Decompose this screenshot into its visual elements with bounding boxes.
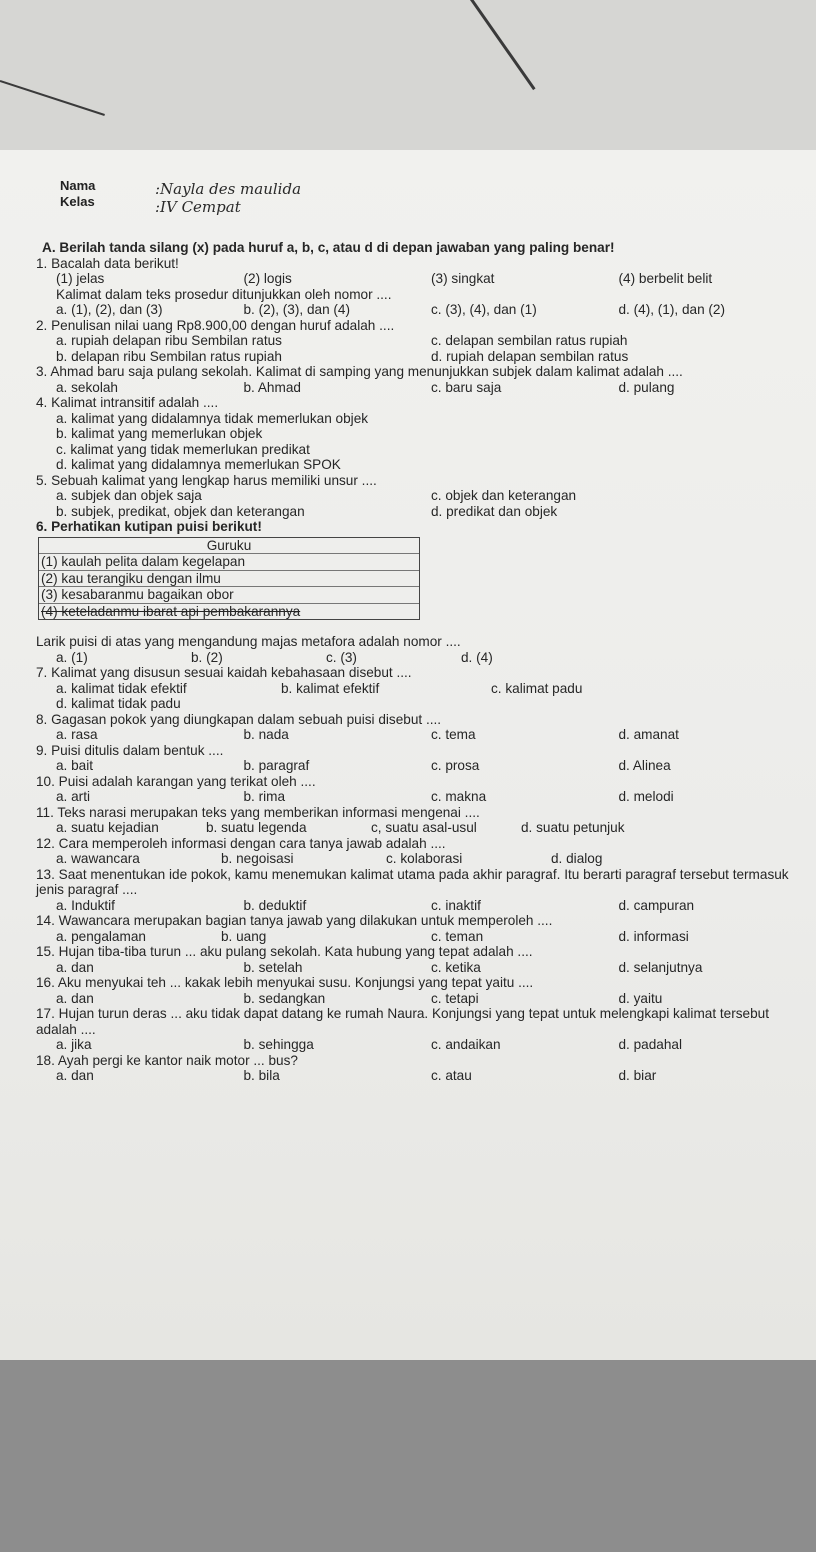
question-16 — [36, 975, 806, 1006]
question-text: 3. Ahmad baru saja pulang sekolah. Kalimat di samping yang menunjukkan subjek dalam kalimat adalah .... — [36, 364, 683, 379]
question-text: 13. Saat menentukan ide pokok, kamu menemukan kalimat utama pada akhir paragraf. Itu berarti paragraf tersebut termasuk jenis paragraf .... — [36, 866, 789, 897]
option-b[interactable]: b. uang — [221, 928, 267, 944]
question-2 — [36, 318, 806, 365]
question-17 — [36, 1006, 806, 1053]
option-d[interactable]: d. kalimat tidak padu — [56, 696, 181, 711]
option-c[interactable]: c. baru saja — [431, 379, 502, 395]
option-d[interactable]: d. Alinea — [618, 758, 671, 773]
question-text: 11. Teks narasi merupakan teks yang memberikan informasi mengenai .... — [36, 804, 480, 820]
question-text: 15. Hujan tiba-tiba turun ... aku pulang sekolah. Kata hubung yang tepat adalah .... — [36, 944, 533, 959]
question-text: 9. Puisi ditulis dalam bentuk .... — [36, 742, 224, 758]
kelas-label: Kelas — [60, 194, 95, 209]
option-a[interactable]: a. wawancara — [56, 851, 140, 866]
poem-box — [38, 537, 420, 621]
option-d[interactable]: d. (4), (1), dan (2) — [618, 302, 726, 317]
nama-value: :Nayla des maulida — [155, 180, 302, 198]
floor-below-paper — [0, 1360, 816, 1552]
question-15 — [36, 944, 806, 975]
option-a[interactable]: a. dan — [56, 990, 94, 1006]
question-5 — [36, 473, 806, 520]
option-d[interactable]: d. pulang — [618, 379, 675, 395]
question-text: 2. Penulisan nilai uang Rp8.900,00 dengan huruf adalah .... — [36, 317, 395, 333]
option-d[interactable]: d. melodi — [618, 789, 674, 804]
option-a[interactable]: a. sekolah — [56, 379, 118, 395]
option-c[interactable]: c. inaktif — [431, 897, 481, 913]
option-a[interactable]: a. arti — [56, 789, 90, 804]
option-c[interactable]: c. teman — [431, 928, 484, 944]
option-c[interactable]: c. ketika — [431, 959, 481, 975]
option-d[interactable]: d. padahal — [618, 1037, 682, 1052]
question-4 — [36, 395, 806, 473]
option-a[interactable]: a. pengalaman — [56, 928, 146, 944]
option-c[interactable]: c. tema — [431, 727, 476, 742]
option-b[interactable]: b. bila — [243, 1068, 280, 1083]
kelas-value: :IV Cempat — [155, 198, 241, 216]
question-11 — [36, 805, 806, 836]
option-b[interactable]: b. kalimat efektif — [281, 680, 380, 696]
option-a[interactable]: a. kalimat tidak efektif — [56, 680, 187, 696]
option-d[interactable]: d. suatu petunjuk — [521, 820, 625, 835]
data-item: (4) berbelit belit — [618, 271, 713, 286]
option-a[interactable]: a. Induktif — [56, 897, 115, 913]
question-10 — [36, 774, 806, 805]
question-1 — [36, 256, 806, 318]
question-18 — [36, 1053, 806, 1084]
option-c[interactable]: c. makna — [431, 789, 487, 804]
option-c[interactable]: c. delapan sembilan ratus rupiah — [431, 333, 628, 348]
option-b[interactable]: b. rima — [243, 789, 286, 804]
question-text: 10. Puisi adalah karangan yang terikat oleh .... — [36, 773, 316, 789]
option-b[interactable]: b. suatu legenda — [206, 820, 307, 835]
question-text: 4. Kalimat intransitif adalah .... — [36, 395, 219, 410]
option-d[interactable]: d. kalimat yang didalamnya memerlukan SPOK — [56, 457, 341, 472]
option-d[interactable]: d. informasi — [618, 928, 689, 944]
data-item: (3) singkat — [431, 271, 495, 286]
question-text: 18. Ayah pergi ke kantor naik motor ... bus? — [36, 1052, 298, 1068]
data-item: (2) logis — [243, 271, 292, 286]
question-text: 1. Bacalah data berikut! — [36, 255, 179, 271]
option-c[interactable]: c. atau — [431, 1068, 472, 1083]
option-b[interactable]: b. subjek, predikat, objek dan keterangan — [56, 503, 305, 519]
question-14 — [36, 913, 806, 944]
option-a[interactable]: a. rasa — [56, 727, 98, 742]
option-d[interactable]: d. amanat — [618, 727, 679, 742]
option-a[interactable]: a. (1), (2), dan (3) — [56, 302, 163, 317]
option-a[interactable]: a. subjek dan objek saja — [56, 488, 202, 503]
option-a[interactable]: a. suatu kejadian — [56, 820, 159, 835]
option-b[interactable]: b. sedangkan — [243, 990, 326, 1006]
question-text: 17. Hujan turun deras ... aku tidak dapat datang ke rumah Naura. Konjungsi yang tepat untuk melengkapi kalimat tersebut adalah .... — [36, 1006, 770, 1037]
option-d[interactable]: d. rupiah delapan sembilan ratus — [431, 348, 629, 364]
option-d[interactable]: d. selanjutnya — [618, 959, 703, 975]
data-item: (1) jelas — [56, 271, 105, 286]
question-prompt: Kalimat dalam teks prosedur ditunjukkan oleh nomor .... — [56, 286, 392, 302]
nama-label: Nama — [60, 178, 96, 193]
question-13 — [36, 867, 806, 914]
question-prompt: Larik puisi di atas yang mengandung majas metafora adalah nomor .... — [36, 634, 461, 649]
option-c[interactable]: c. tetapi — [431, 990, 479, 1006]
option-b[interactable]: b. (2), (3), dan (4) — [243, 302, 351, 317]
option-c[interactable]: c. prosa — [431, 758, 480, 773]
question-text: 8. Gagasan pokok yang diungkapan dalam sebuah puisi disebut .... — [36, 711, 442, 727]
option-a[interactable]: a. (1) — [56, 649, 88, 665]
question-list — [36, 240, 806, 1084]
option-d[interactable]: d. (4) — [461, 649, 493, 665]
option-b[interactable]: b. (2) — [191, 649, 223, 665]
question-text: 6. Perhatikan kutipan puisi berikut! — [36, 519, 262, 534]
poem-line: (3) kesabaranmu bagaikan obor — [39, 586, 419, 603]
option-a[interactable]: a. jika — [56, 1037, 92, 1052]
question-9 — [36, 743, 806, 774]
option-c[interactable]: c. (3) — [326, 649, 357, 665]
option-d[interactable]: d. biar — [618, 1068, 657, 1083]
floor-tile-background — [0, 0, 816, 170]
option-b[interactable]: b. nada — [243, 727, 289, 742]
option-c[interactable]: c. kalimat padu — [491, 680, 583, 696]
poem-line: (2) kau terangiku dengan ilmu — [39, 570, 419, 587]
poem-line: (1) kaulah pelita dalam kegelapan — [39, 553, 419, 570]
question-text: 7. Kalimat yang disusun sesuai kaidah kebahasaan disebut .... — [36, 665, 412, 680]
option-b[interactable]: b. negoisasi — [221, 851, 294, 866]
option-a[interactable]: a. rupiah delapan ribu Sembilan ratus — [56, 333, 282, 348]
option-d[interactable]: d. dialog — [551, 851, 603, 866]
option-d[interactable]: d. campuran — [618, 897, 695, 913]
question-8 — [36, 712, 806, 743]
question-12 — [36, 836, 806, 867]
instruction: A. Berilah tanda silang (x) pada huruf a, b, c, atau d di depan jawaban yang paling benar! — [42, 240, 615, 255]
option-c[interactable]: c. kolaborasi — [386, 851, 463, 866]
option-b[interactable]: b. Ahmad — [243, 379, 301, 395]
poem-title: Guruku — [206, 537, 252, 553]
option-a[interactable]: a. dan — [56, 959, 94, 975]
option-d[interactable]: d. predikat dan objek — [431, 503, 558, 519]
poem-line: (4) keteladanmu ibarat api pembakarannya — [39, 603, 419, 620]
option-c[interactable]: c. objek dan keterangan — [431, 488, 577, 503]
question-text: 14. Wawancara merupakan bagian tanya jawab yang dilakukan untuk memperoleh .... — [36, 913, 553, 928]
option-b[interactable]: b. deduktif — [243, 897, 307, 913]
option-d[interactable]: d. yaitu — [618, 990, 663, 1006]
option-a[interactable]: a. kalimat yang didalamnya tidak memerlukan objek — [56, 410, 369, 426]
option-a[interactable]: a. bait — [56, 758, 94, 773]
option-c[interactable]: c. kalimat yang tidak memerlukan predikat — [56, 441, 310, 457]
question-6 — [36, 519, 806, 665]
question-text: 12. Cara memperoleh informasi dengan cara tanya jawab adalah .... — [36, 835, 446, 851]
option-b[interactable]: b. paragraf — [243, 758, 310, 773]
question-7 — [36, 665, 806, 712]
option-b[interactable]: b. delapan ribu Sembilan ratus rupiah — [56, 348, 282, 364]
option-a[interactable]: a. dan — [56, 1068, 94, 1083]
option-b[interactable]: b. setelah — [243, 959, 303, 975]
question-3 — [36, 364, 806, 395]
question-text: 16. Aku menyukai teh ... kakak lebih menyukai susu. Konjungsi yang tepat yaitu .... — [36, 975, 534, 990]
option-c[interactable]: c, suatu asal-usul — [371, 820, 477, 835]
option-c[interactable]: c. (3), (4), dan (1) — [431, 302, 537, 317]
question-text: 5. Sebuah kalimat yang lengkap harus memiliki unsur .... — [36, 472, 377, 488]
option-c[interactable]: c. andaikan — [431, 1037, 501, 1052]
option-b[interactable]: b. kalimat yang memerlukan objek — [56, 426, 263, 441]
option-b[interactable]: b. sehingga — [243, 1037, 314, 1052]
